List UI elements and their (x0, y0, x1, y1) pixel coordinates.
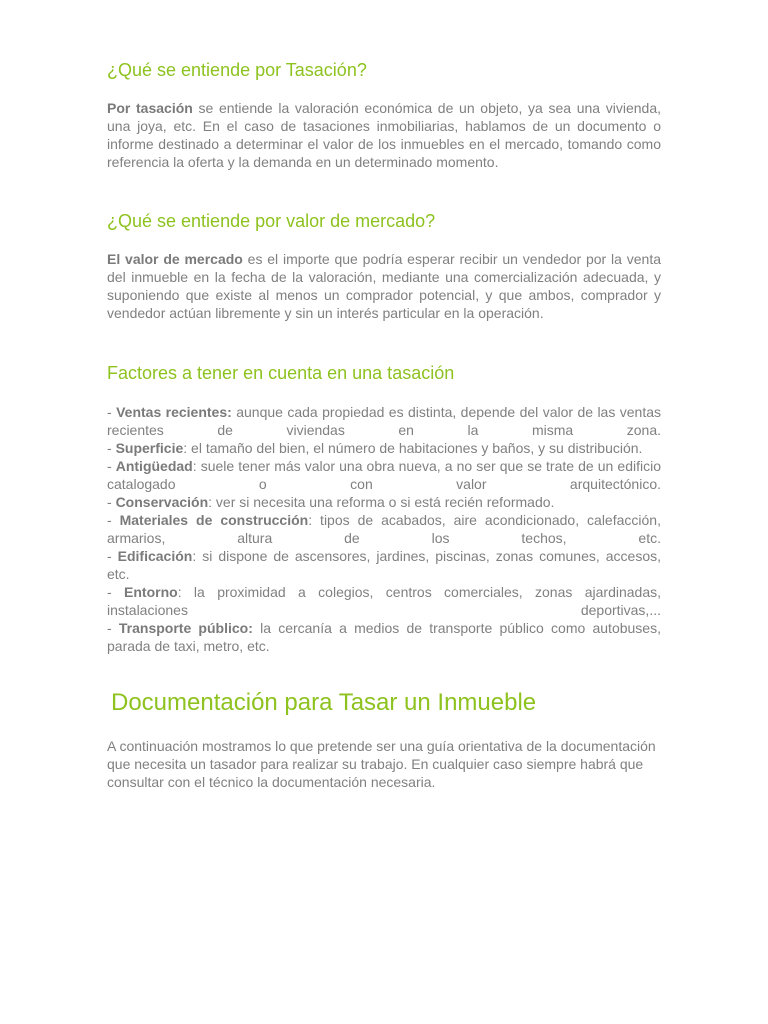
term-valor-mercado: El valor de mercado (107, 251, 243, 267)
text-valor-mercado: es el importe que podría esperar recibir un vendedor por la venta del inmueble en la fecha de la valoración, mediante una comercialización adecuada, y suponiendo que existe al menos un comprador potencial, y que ambos, comprador y vendedor actúan libremente y sin un interés particular en la operación. (107, 251, 661, 321)
paragraph-valor-mercado (107, 250, 661, 322)
factor-text: la cercanía a medios de transporte público como autobuses, parada de taxi, metro, etc. (107, 620, 661, 654)
heading-tasacion: ¿Qué se entiende por Tasación? (107, 60, 367, 80)
factor-item (107, 439, 661, 457)
item-dash: - (107, 584, 125, 600)
item-dash: - (107, 440, 116, 456)
factor-text: : tipos de acabados, aire acondicionado, calefacción, armarios, altura de los techos, etc. (107, 512, 661, 546)
factor-text: : la proximidad a colegios, centros comerciales, zonas ajardinadas, instalaciones deportivas,... (107, 584, 661, 618)
factor-item (107, 403, 661, 439)
factor-term: Ventas recientes: (116, 404, 232, 420)
factor-term: Materiales de construcción (119, 512, 309, 528)
heading-documentacion: Documentación para Tasar un Inmueble (111, 689, 537, 716)
paragraph-documentacion: A continuación mostramos lo que pretende ser una guía orientativa de la documentación que necesita un tasador para realizar su trabajo. En cualquier caso siempre habrá que consultar con el técnico la documentación necesaria. (107, 738, 656, 790)
factores-list (107, 403, 661, 655)
heading-valor-mercado: ¿Qué se entiende por valor de mercado? (107, 211, 436, 231)
item-dash: - (107, 620, 119, 636)
factor-term: Transporte público: (118, 620, 253, 636)
item-dash: - (107, 512, 120, 528)
item-dash: - (107, 548, 118, 564)
factor-text: : si dispone de ascensores, jardines, piscinas, zonas comunes, accesos, etc. (107, 548, 661, 582)
factor-term: Antigüedad (115, 458, 193, 474)
factor-item (107, 457, 661, 493)
factor-item (107, 547, 661, 583)
factor-text: : suele tener más valor una obra nueva, a no ser que se trate de un edificio catalogado o con valor arquitectónico. (107, 458, 661, 492)
heading-factores: Factores a tener en cuenta en una tasación (107, 363, 455, 383)
term-tasacion: Por tasación (107, 100, 193, 116)
factor-term: Conservación (115, 494, 209, 510)
text-tasacion: se entiende la valoración económica de un objeto, ya sea una vivienda, una joya, etc. En el caso de tasaciones inmobiliarias, hablamos de un documento o informe destinado a determinar el valor de los inmuebles en el mercado, tomando como referencia la oferta y la demanda en un determinado momento. (107, 100, 662, 170)
factor-item (107, 583, 661, 619)
item-dash: - (107, 404, 117, 420)
paragraph-tasacion (107, 99, 661, 171)
factor-item (107, 619, 661, 655)
factor-item (107, 493, 661, 511)
factor-term: Entorno (124, 584, 178, 600)
factor-text: : el tamaño del bien, el número de habitaciones y baños, y su distribución. (183, 440, 643, 456)
item-dash: - (107, 458, 116, 474)
factor-text: : ver si necesita una reforma o si está recién reformado. (208, 494, 555, 510)
factor-item (107, 511, 661, 547)
item-dash: - (107, 494, 116, 510)
factor-text: aunque cada propiedad es distinta, depende del valor de las ventas recientes de viviendas en la misma zona. (107, 404, 662, 438)
factor-term: Superficie (115, 440, 184, 456)
factor-term: Edificación (117, 548, 193, 564)
